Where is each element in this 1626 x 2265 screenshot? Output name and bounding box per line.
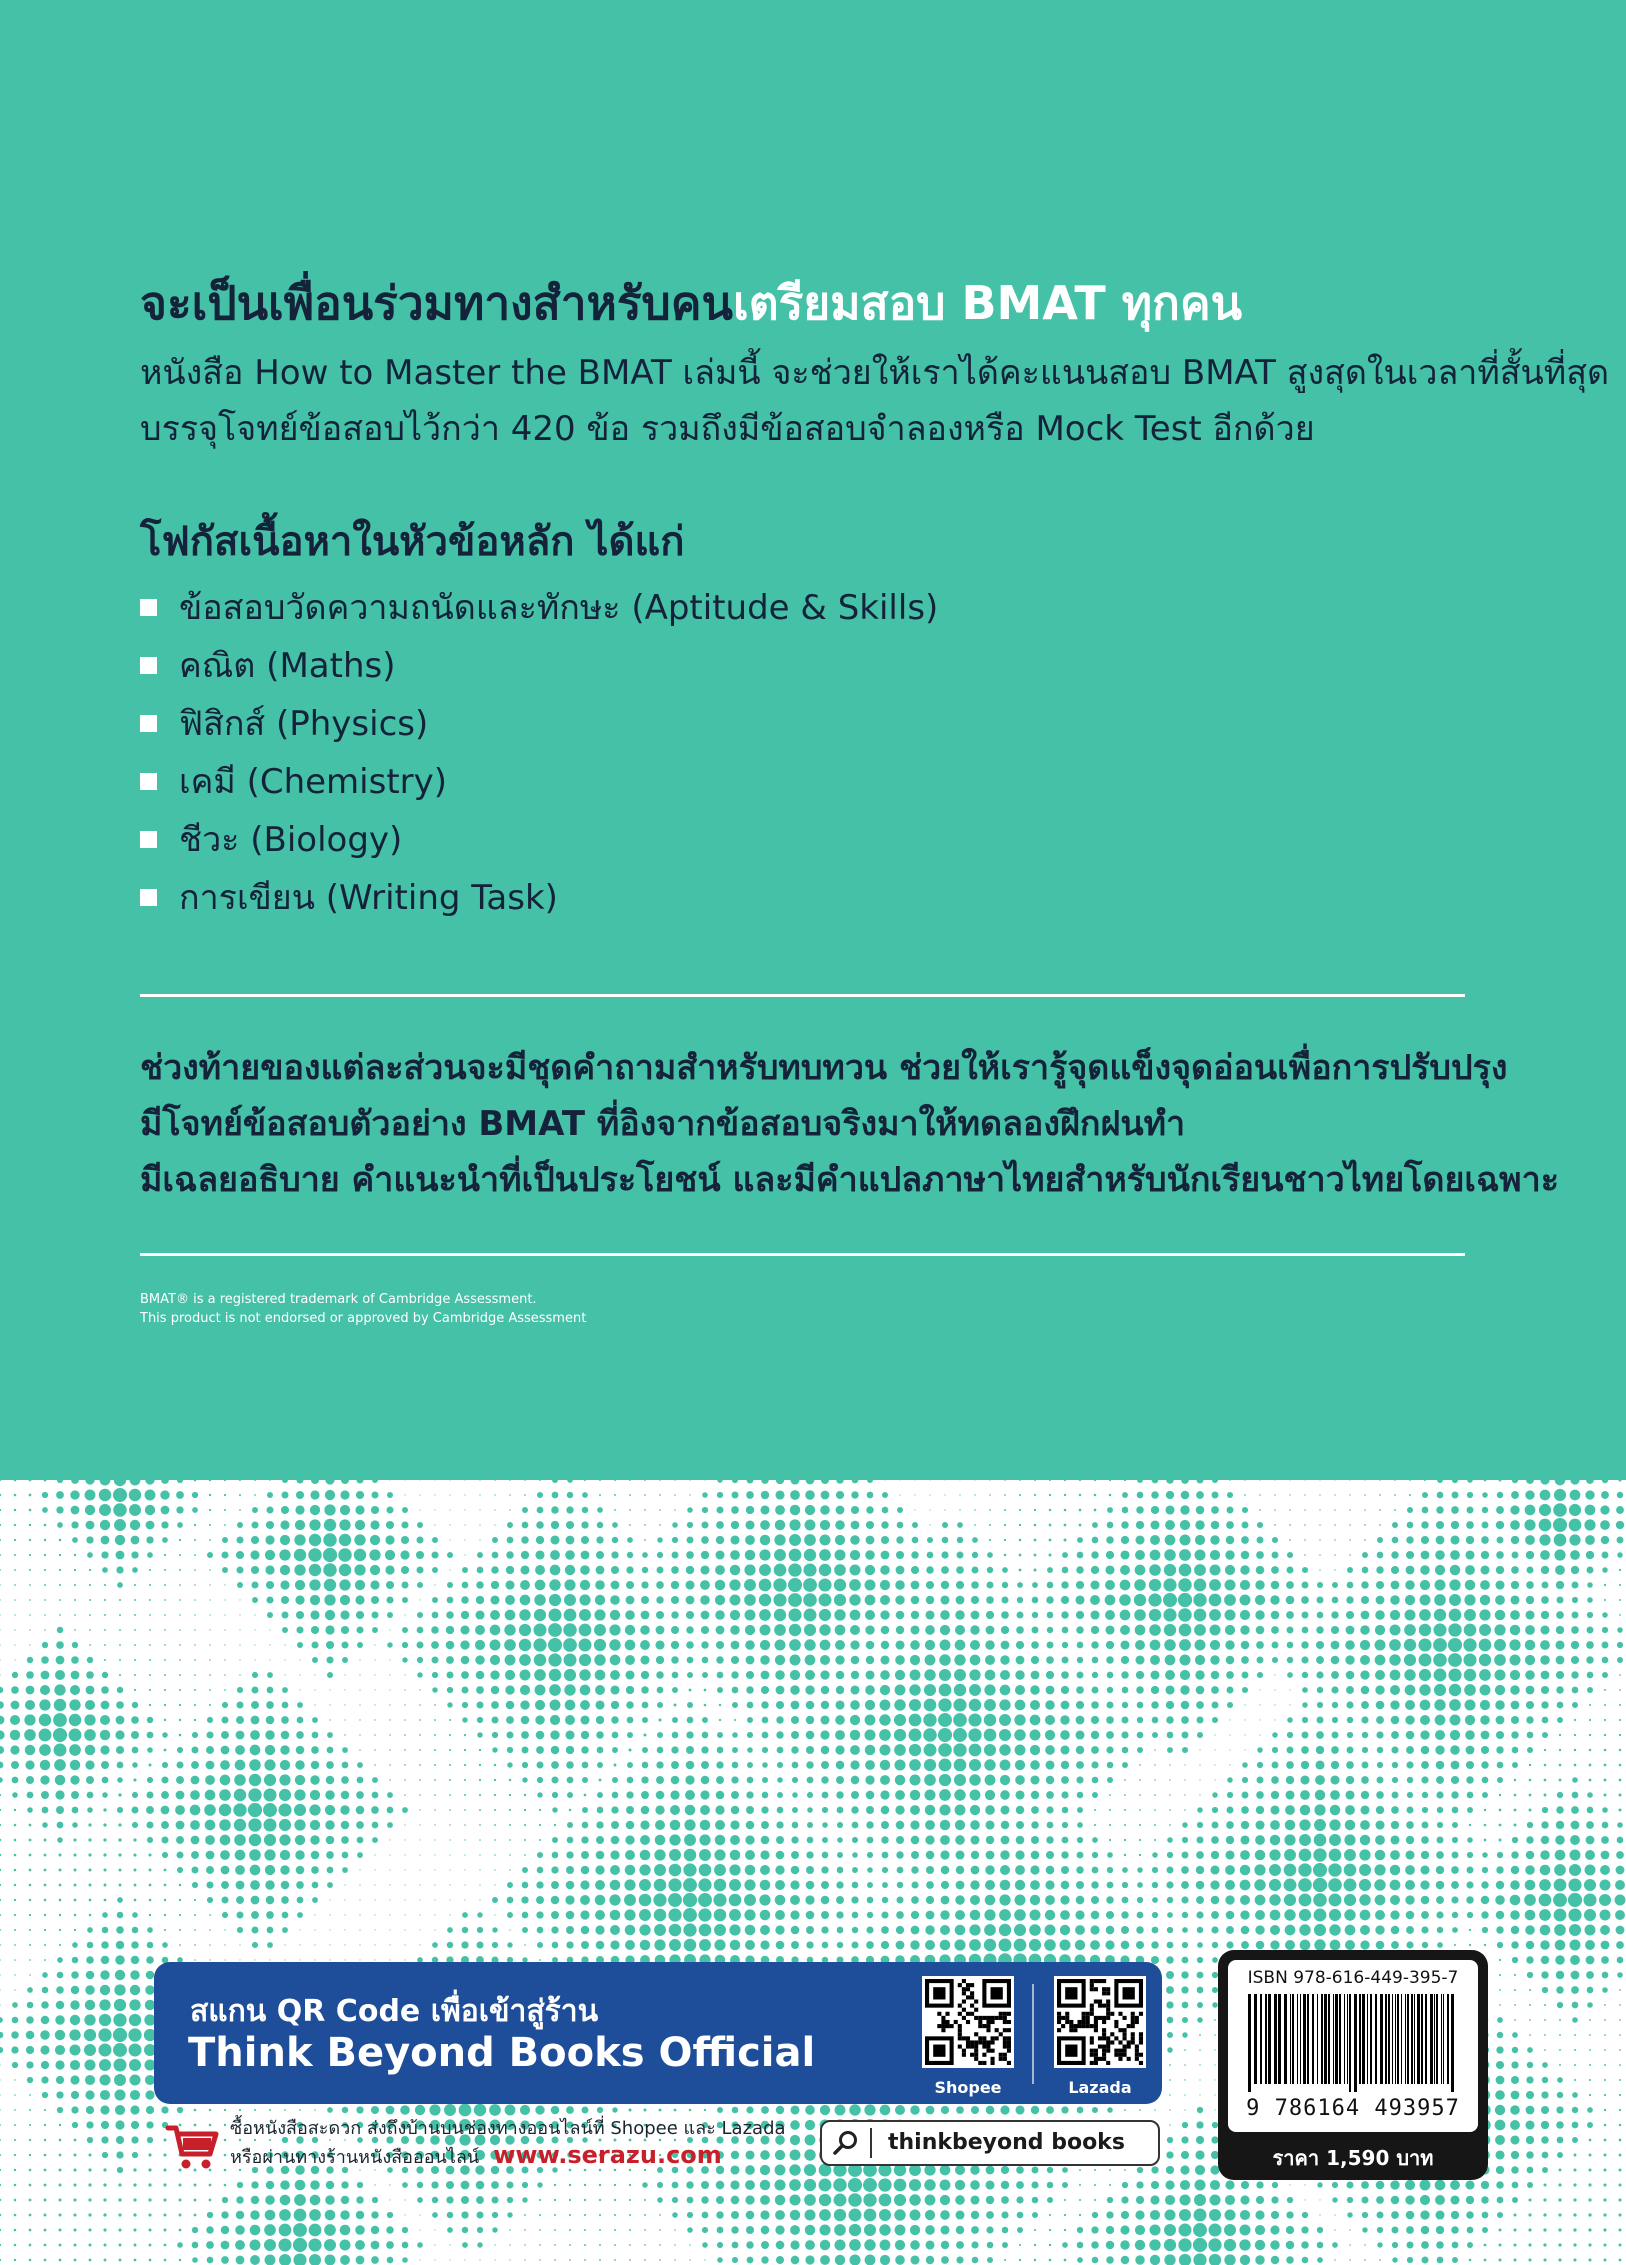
barcode-icon [1246,1994,1460,2092]
headline [140,275,1470,333]
trademark-line-1: BMAT® is a registered trademark of Cambridge Assessment. [140,1292,537,1307]
purchase-info [230,2116,786,2171]
divider-bottom [140,1253,1465,1256]
square-bullet-icon [140,715,157,732]
purchase-line-2-text: หรือผ่านทางร้านหนังสือออนไลน์ [230,2147,480,2168]
trademark-notice [140,1290,586,1328]
topic-item [140,695,1470,753]
topic-label: ฟิสิกส์ (Physics) [179,703,429,744]
banner-line-1: สแกน QR Code เพื่อเข้าสู่ร้าน [190,1994,599,2029]
topic-label: ชีวะ (Biology) [179,819,403,860]
feature-line-1: ช่วงท้ายของแต่ละส่วนจะมีชุดคำถามสำหรับทบทวน ช่วยให้เรารู้จุดแข็งจุดอ่อนเพื่อการปรับปรุง [140,1048,1508,1088]
qr-label-lazada: Lazada [1068,2078,1132,2097]
banner-line-2: Think Beyond Books Official [188,2030,816,2076]
isbn-price-card [1218,1950,1488,2180]
square-bullet-icon [140,599,157,616]
feature-line-2: มีโจทย์ข้อสอบตัวอย่าง BMAT ที่อิงจากข้อสอบจริงมาให้ทดลองฝึกฝนทำ [140,1104,1186,1144]
banner-divider [1032,1984,1034,2084]
search-separator [870,2128,872,2158]
topic-item [140,869,1470,927]
intro-text [140,345,1610,457]
website-link[interactable]: www.serazu.com [493,2141,722,2169]
topic-item [140,811,1470,869]
intro-line-2: บรรจุโจทย์ข้อสอบไว้กว่า 420 ข้อ รวมถึงมีข้อสอบจำลองหรือ Mock Test อีกด้วย [140,408,1315,449]
store-banner[interactable] [154,1962,1162,2104]
topic-label: คณิต (Maths) [179,645,396,686]
topic-label: เคมี (Chemistry) [179,761,448,802]
cart-icon [164,2118,220,2174]
square-bullet-icon [140,773,157,790]
barcode-digits: 9 786164 493957 [1246,2096,1460,2121]
intro-line-1: หนังสือ How to Master the BMAT เล่มนี้ จะช่วยให้เราได้คะแนนสอบ BMAT สูงสุดในเวลาที่สั้นที่สุด [140,352,1610,393]
price-label: ราคา 1,590 บาท [1272,2146,1434,2170]
qr-label-shopee: Shopee [934,2078,1002,2097]
headline-part2: เตรียมสอบ BMAT ทุกคน [732,276,1243,330]
purchase-line-1: ซื้อหนังสือสะดวก ส่งถึงบ้านบนช่องทางออนไลน์ที่ Shopee และ Lazada [230,2118,786,2139]
features-text [140,1040,1559,1208]
topic-label: การเขียน (Writing Task) [179,877,558,918]
search-query: thinkbeyond books [888,2130,1125,2155]
topic-item [140,753,1470,811]
square-bullet-icon [140,831,157,848]
isbn-label: ISBN 978-616-449-395-7 [1247,1968,1459,1988]
trademark-line-2: This product is not endorsed or approved by Cambridge Assessment [140,1311,587,1326]
divider-top [140,994,1465,997]
focus-title: โฟกัสเนื้อหาในหัวข้อหลัก ได้แก่ [140,518,685,565]
search-icon [832,2129,860,2157]
shopee-qr[interactable] [922,1976,1014,2097]
purchase-line-2 [230,2142,786,2171]
topic-item [140,637,1470,695]
topic-list [140,579,1470,927]
topic-item [140,579,1470,637]
headline-part1: จะเป็นเพื่อนร่วมทางสำหรับคน [140,276,733,330]
qr-code-icon [1054,1976,1146,2068]
main-content [140,275,1610,927]
square-bullet-icon [140,657,157,674]
search-box[interactable] [820,2120,1160,2166]
feature-line-3: มีเฉลยอธิบาย คำแนะนำที่เป็นประโยชน์ และมีคำแปลภาษาไทยสำหรับนักเรียนชาวไทยโดยเฉพาะ [140,1160,1559,1200]
lazada-qr[interactable] [1054,1976,1146,2097]
qr-code-icon [922,1976,1014,2068]
square-bullet-icon [140,889,157,906]
topic-label: ข้อสอบวัดความถนัดและทักษะ (Aptitude & Skills) [179,587,939,628]
barcode-panel [1228,1960,1478,2132]
